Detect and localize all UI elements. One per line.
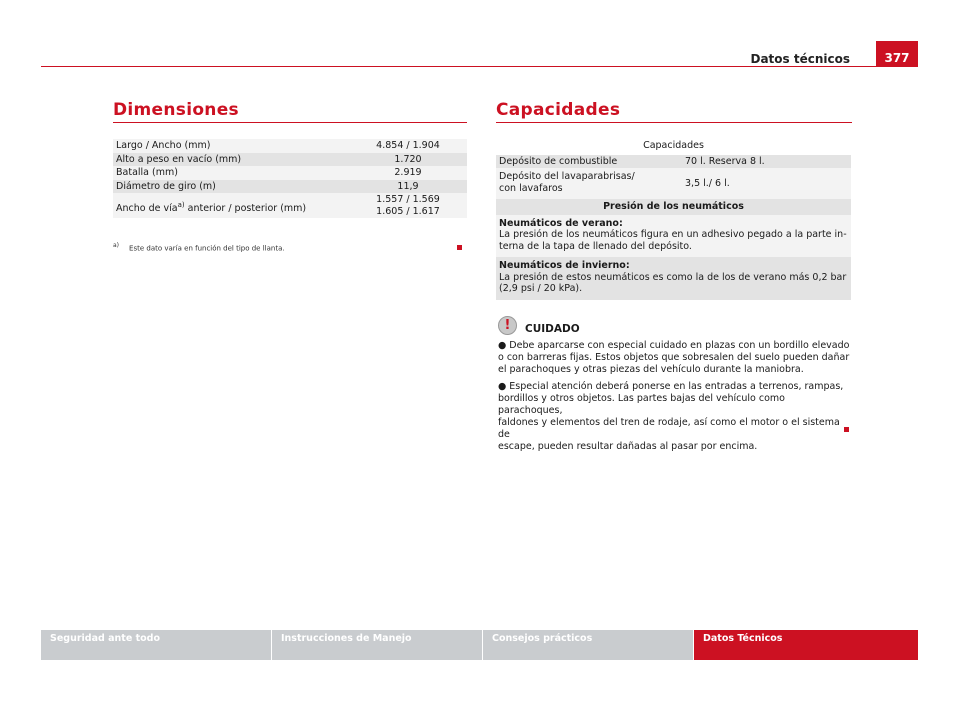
summer-tyres-cell xyxy=(496,215,851,258)
section-title-dimensiones: Dimensiones xyxy=(113,100,239,120)
table-row xyxy=(496,155,851,169)
table-row xyxy=(496,168,851,199)
track-value-rear: 1.605 / 1.617 xyxy=(376,205,440,217)
footnote-text: Este dato varía en función del tipo de llanta. xyxy=(129,244,285,253)
table-row xyxy=(113,139,467,153)
row-label xyxy=(113,193,349,218)
header-rule xyxy=(41,66,918,67)
footer-tab-consejos[interactable]: Consejos prácticos xyxy=(483,630,694,660)
capacities-table xyxy=(496,139,851,300)
section-end-mark xyxy=(457,245,462,250)
page-number: 377 xyxy=(876,41,918,67)
section-rule-capacidades xyxy=(496,122,852,123)
summer-tyres-line: La presión de los neumáticos figura en un adhesivo pegado a la parte in- xyxy=(499,229,847,240)
track-value-front: 1.557 / 1.569 xyxy=(376,194,440,205)
row-value: 70 l. Reserva 8 l. xyxy=(685,155,765,167)
running-header-title: Datos técnicos xyxy=(750,52,850,66)
winter-tyres-title: Neumáticos de invierno: xyxy=(499,260,630,271)
caution-text xyxy=(498,340,850,458)
row-label xyxy=(496,168,682,199)
track-label-post: anterior / posterior (mm) xyxy=(184,203,307,215)
pressure-header: Presión de los neumáticos xyxy=(603,201,744,212)
summer-tyres-line: terna de la tapa de llenado del depósito. xyxy=(499,240,692,252)
row-label: Alto a peso en vacío (mm) xyxy=(116,153,242,165)
footer-tab-seguridad[interactable]: Seguridad ante todo xyxy=(41,630,272,660)
section-title-capacidades: Capacidades xyxy=(496,100,621,120)
section-end-mark xyxy=(844,427,849,432)
footer-tab-datos-tecnicos[interactable]: Datos Técnicos xyxy=(694,630,918,660)
row-value: 2.919 xyxy=(394,167,422,178)
table-row xyxy=(113,180,467,194)
table-row xyxy=(496,257,851,300)
footnote-mark: a) xyxy=(113,242,120,249)
row-label-line: Depósito del lavaparabrisas/ xyxy=(499,171,635,182)
caution-line: bordillos y otros objetos. Las partes bajas del vehículo como parachoques, xyxy=(498,393,785,416)
track-label-footnote-mark: a) xyxy=(177,201,185,209)
caution-line: ● Especial atención deberá ponerse en las entradas a terrenos, rampas, xyxy=(498,381,844,392)
caution-bullet xyxy=(498,340,850,376)
section-rule-dimensiones xyxy=(113,122,467,123)
footnote xyxy=(113,242,285,252)
caution-line: ● Debe aparcarse con especial cuidado en plazas con un bordillo elevado xyxy=(498,340,850,351)
row-label: Batalla (mm) xyxy=(116,167,178,178)
table-header: Capacidades xyxy=(643,140,704,151)
table-row xyxy=(496,215,851,258)
row-label: Largo / Ancho (mm) xyxy=(116,140,211,151)
footer-tab-instrucciones[interactable]: Instrucciones de Manejo xyxy=(272,630,483,660)
row-label: Diámetro de giro (m) xyxy=(116,180,216,192)
dimensions-table xyxy=(113,139,467,218)
row-value xyxy=(349,193,467,218)
winter-tyres-line: La presión de estos neumáticos es como la de los de verano más 0,2 bar xyxy=(499,271,847,283)
winter-tyres-cell xyxy=(496,257,851,300)
table-row xyxy=(113,153,467,167)
summer-tyres-title: Neumáticos de verano: xyxy=(499,217,623,229)
track-label-pre: Ancho de vía xyxy=(116,203,178,215)
caution-line: o con barreras fijas. Estos objetos que sobresalen del suelo pueden dañar xyxy=(498,352,850,363)
winter-tyres-line: (2,9 psi / 20 kPa). xyxy=(499,283,583,294)
table-header-row xyxy=(496,139,851,155)
row-label: Depósito de combustible xyxy=(499,155,618,167)
warning-icon xyxy=(498,316,517,335)
caution-line: faldones y elementos del tren de rodaje, así como el motor o el sistema de xyxy=(498,417,840,440)
row-value: 11,9 xyxy=(397,180,419,192)
footer-nav xyxy=(41,630,918,660)
table-row xyxy=(113,166,467,180)
row-value: 4.854 / 1.904 xyxy=(376,140,440,151)
row-label-line: con lavafaros xyxy=(499,182,563,194)
row-value: 3,5 l./ 6 l. xyxy=(685,177,730,189)
caution-bullet xyxy=(498,381,850,453)
caution-line: el parachoques y otras piezas del vehículo durante la maniobra. xyxy=(498,364,804,375)
caution-title: CUIDADO xyxy=(525,323,580,335)
row-value: 1.720 xyxy=(394,153,422,165)
table-row xyxy=(496,199,851,215)
table-row xyxy=(113,193,467,218)
caution-line: escape, pueden resultar dañadas al pasar por encima. xyxy=(498,441,758,452)
